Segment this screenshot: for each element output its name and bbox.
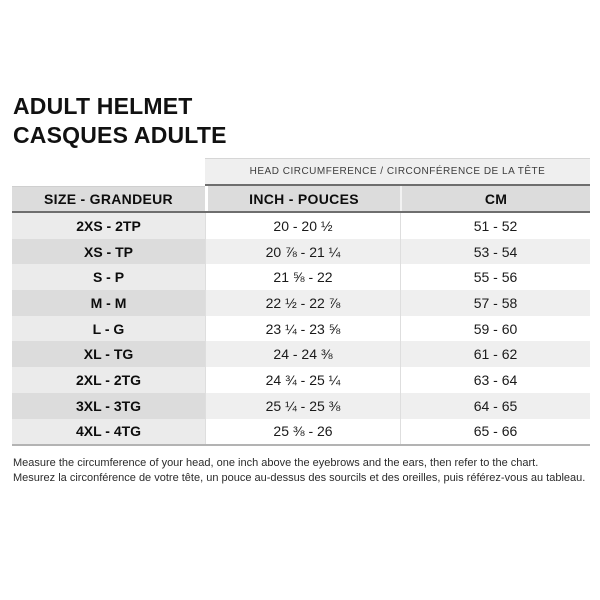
inch-cell: 24 - 24 ⅜ [205, 341, 400, 367]
instruction-fr: Mesurez la circonférence de votre tête, un pouce au-dessus des sourcils et des oreilles, puis référez-vous au tableau. [13, 472, 586, 484]
head-circumference-banner: HEAD CIRCUMFERENCE / CIRCONFÉRENCE DE LA TÊTE [205, 158, 590, 186]
column-header-cm: CM [400, 186, 590, 211]
table-row [12, 290, 590, 316]
cm-cell: 53 - 54 [400, 239, 590, 265]
table-row [12, 213, 590, 239]
head-circumference-banner-row [12, 158, 590, 186]
inch-cell: 25 ¼ - 25 ⅜ [205, 393, 400, 419]
cm-cell: 55 - 56 [400, 264, 590, 290]
table-row [12, 264, 590, 290]
page-title [13, 92, 227, 150]
size-cell: 2XL - 2TG [12, 367, 205, 393]
cm-cell: 65 - 66 [400, 419, 590, 445]
table-row [12, 419, 590, 445]
measuring-instructions [13, 456, 585, 486]
cm-cell: 59 - 60 [400, 316, 590, 342]
column-header-inch: INCH - POUCES [205, 186, 400, 211]
inch-cell: 23 ¼ - 23 ⅝ [205, 316, 400, 342]
cm-cell: 63 - 64 [400, 367, 590, 393]
size-cell: 4XL - 4TG [12, 419, 205, 445]
table-row [12, 367, 590, 393]
inch-cell: 25 ⅜ - 26 [205, 419, 400, 445]
column-header-size: SIZE - GRANDEUR [12, 186, 205, 211]
size-cell: 3XL - 3TG [12, 393, 205, 419]
size-cell: M - M [12, 290, 205, 316]
cm-cell: 61 - 62 [400, 341, 590, 367]
inch-cell: 20 ⅞ - 21 ¼ [205, 239, 400, 265]
size-cell: XS - TP [12, 239, 205, 265]
banner-spacer [12, 158, 205, 186]
size-cell: XL - TG [12, 341, 205, 367]
table-row [12, 393, 590, 419]
size-chart-table [12, 158, 590, 446]
table-row [12, 316, 590, 342]
page-title-fr: CASQUES ADULTE [13, 122, 227, 148]
table-row [12, 239, 590, 265]
inch-cell: 20 - 20 ½ [205, 213, 400, 239]
inch-cell: 21 ⅝ - 22 [205, 264, 400, 290]
size-cell: L - G [12, 316, 205, 342]
page-title-en: ADULT HELMET [13, 93, 193, 119]
cm-cell: 57 - 58 [400, 290, 590, 316]
table-row [12, 341, 590, 367]
cm-cell: 64 - 65 [400, 393, 590, 419]
instruction-en: Measure the circumference of your head, one inch above the eyebrows and the ears, then refer to the chart. [13, 457, 539, 469]
inch-cell: 22 ½ - 22 ⅞ [205, 290, 400, 316]
size-cell: 2XS - 2TP [12, 213, 205, 239]
table-body [12, 213, 590, 446]
cm-cell: 51 - 52 [400, 213, 590, 239]
table-header-row [12, 186, 590, 213]
size-cell: S - P [12, 264, 205, 290]
inch-cell: 24 ¾ - 25 ¼ [205, 367, 400, 393]
